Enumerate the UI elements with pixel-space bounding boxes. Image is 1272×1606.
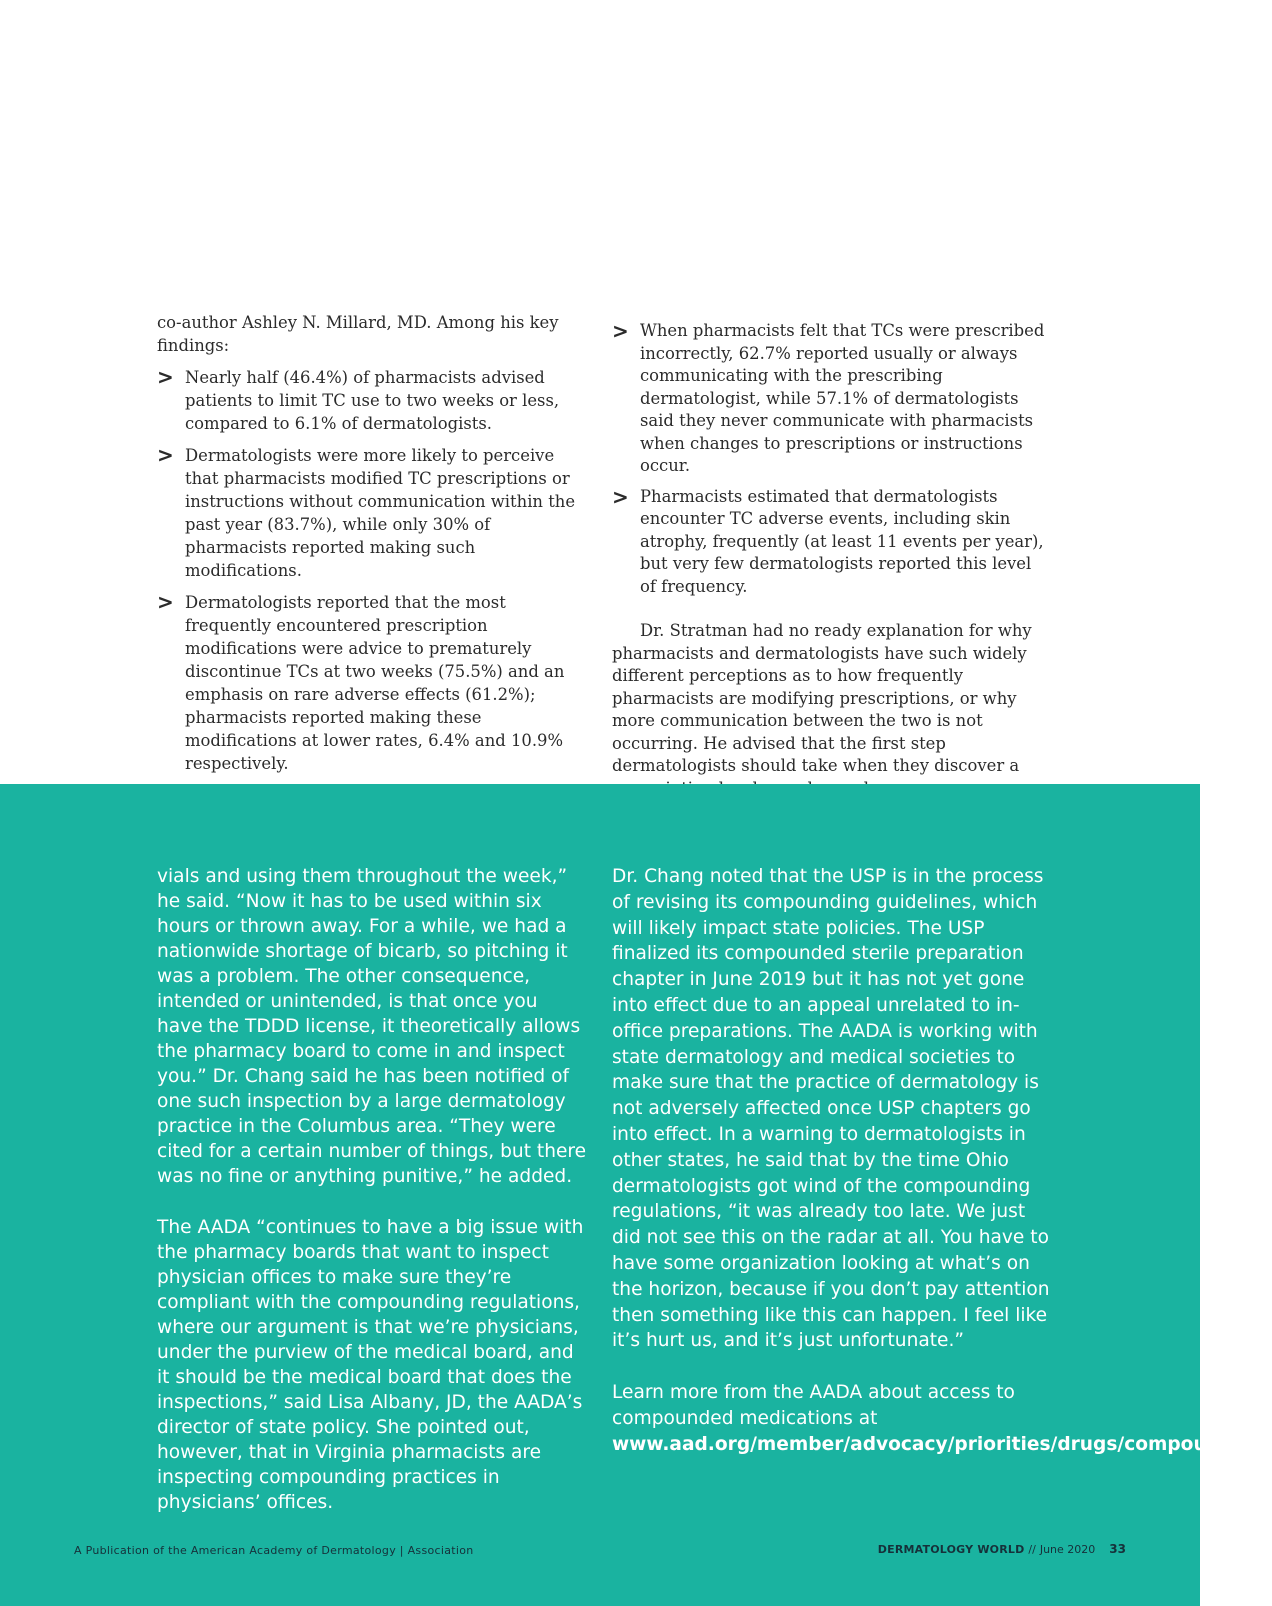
finding-text: Dermatologists were more likely to perceive that pharmacists modified TC prescriptions or instructions without communication within the past year (83.7%), while only 30% of pharmacists reported making such modifications. xyxy=(185,446,576,580)
finding-text: Dermatologists reported that the most frequently encountered prescription modifications were advice to prematurely discontinue TCs at two weeks (75.5%) and an emphasis on rare adverse effects (61.2%); pharmacists reported making these modifications at lower rates, 6.4% and 10.9% respectively. xyxy=(185,593,565,773)
body-paragraph: Dr. Stratman had no ready explanation for why pharmacists and dermatologists have such widely different perceptions as to how frequently pharmacists are modifying prescriptions, or why more communication between the two is not occurring. He advised that the first step dermatologists should take when they discover a xyxy=(612,621,1032,775)
chevron-right-icon: > xyxy=(612,319,629,343)
finding-bullet xyxy=(157,591,587,775)
left-column-bottom xyxy=(157,864,587,1515)
lead-paragraph: co-author Ashley N. Millard, MD. Among his key findings: xyxy=(157,313,559,355)
issue-footer xyxy=(878,1542,1126,1556)
issue-date: June 2020 xyxy=(1039,1543,1096,1556)
upper-article-section xyxy=(0,0,1200,784)
footer-separator: // xyxy=(1028,1543,1036,1556)
finding-bullet xyxy=(612,320,1052,478)
publisher-footer: A Publication of the American Academy of Dermatology | Association xyxy=(74,1544,474,1557)
learn-more-text: Learn more from the AADA about access to compounded medications at xyxy=(612,1382,1015,1429)
body-paragraph: The AADA “continues to have a big issue with the pharmacy boards that want to inspect physician offices to make sure they’re compliant with the compounding regulations, where our argument is that we’re physicians, under the purview of the medical board, and it should be the medical board that does the inspections,” said Lisa Albany, JD, the AADA’s director of state policy. She pointed out, however, that in Virginia pharmacists are inspecting compounding practices in physicians’ offices. xyxy=(157,1217,584,1513)
learn-more-suffix: . xyxy=(1266,1433,1272,1455)
finding-bullet xyxy=(157,444,587,582)
finding-text: When pharmacists felt that TCs were prescribed incorrectly, 62.7% reported usually or always communicating with the prescribing dermatologist, while 57.1% of dermatologists said they never communicate with pharmacists when changes to prescriptions or instructions occur. xyxy=(640,321,1045,475)
finding-text: Nearly half (46.4%) of pharmacists advised patients to limit TC use to two weeks or less, compared to 6.1% of dermatologists. xyxy=(185,368,560,433)
right-column-top xyxy=(612,320,1052,800)
left-column-top xyxy=(157,311,587,784)
finding-text: Pharmacists estimated that dermatologists encounter TC adverse events, including skin atrophy, frequently (at least 11 events per year), but very few dermatologists reported this level of frequency. xyxy=(640,486,1044,596)
magazine-name: DERMATOLOGY WORLD xyxy=(877,1543,1025,1556)
page-number: 33 xyxy=(1109,1542,1126,1556)
chevron-right-icon: > xyxy=(157,590,174,614)
body-paragraph: vials and using them throughout the week,” he said. “Now it has to be used within six hours or thrown away. For a while, we had a nationwide shortage of bicarb, so pitching it was a problem. The other consequence, intended or unintended, is that once you have the TDDD license, it theoretically allows the pharmacy board to come in and inspect you.” Dr. Chang said he has been notified of one such inspection by a large dermatology practice in the Columbus area. “They were cited for a certain number of things, but there was no fine or anything punitive,” he added. xyxy=(157,866,587,1187)
body-paragraph: Dr. Chang noted that the USP is in the process of revising its compounding guidelines, which will likely impact state policies. The USP finalized its compounded sterile preparation chapter in June 2019 but it has not yet gone into effect due to an appeal unrelated to in-office preparations. The AADA is working with state dermatology and medical societies to make sure that the practice of dermatology is not adversely affected once USP chapters go into effect. In a warning to dermatologists in other states, he said that by the time Ohio dermatologists got wind of the compounding regulations, “it was already too late. We just did not see this on the radar at all. You have to have some organization looking at what’s on the horizon, because if you don’t pay attention then something like this can happen. I feel like it’s hurt us, and it’s just unfortunate.” xyxy=(612,866,1050,1352)
sidebar-article-section xyxy=(0,784,1272,1606)
right-column-bottom xyxy=(612,864,1272,1458)
chevron-right-icon: > xyxy=(157,365,174,389)
learn-more-paragraph xyxy=(612,1380,1272,1457)
chevron-right-icon: > xyxy=(612,484,629,509)
chevron-right-icon: > xyxy=(157,443,174,467)
compounding-link[interactable]: www.aad.org/member/advocacy/priorities/drugs/compounding xyxy=(612,1433,1267,1455)
finding-bullet xyxy=(157,366,587,435)
finding-bullet xyxy=(612,486,1052,599)
